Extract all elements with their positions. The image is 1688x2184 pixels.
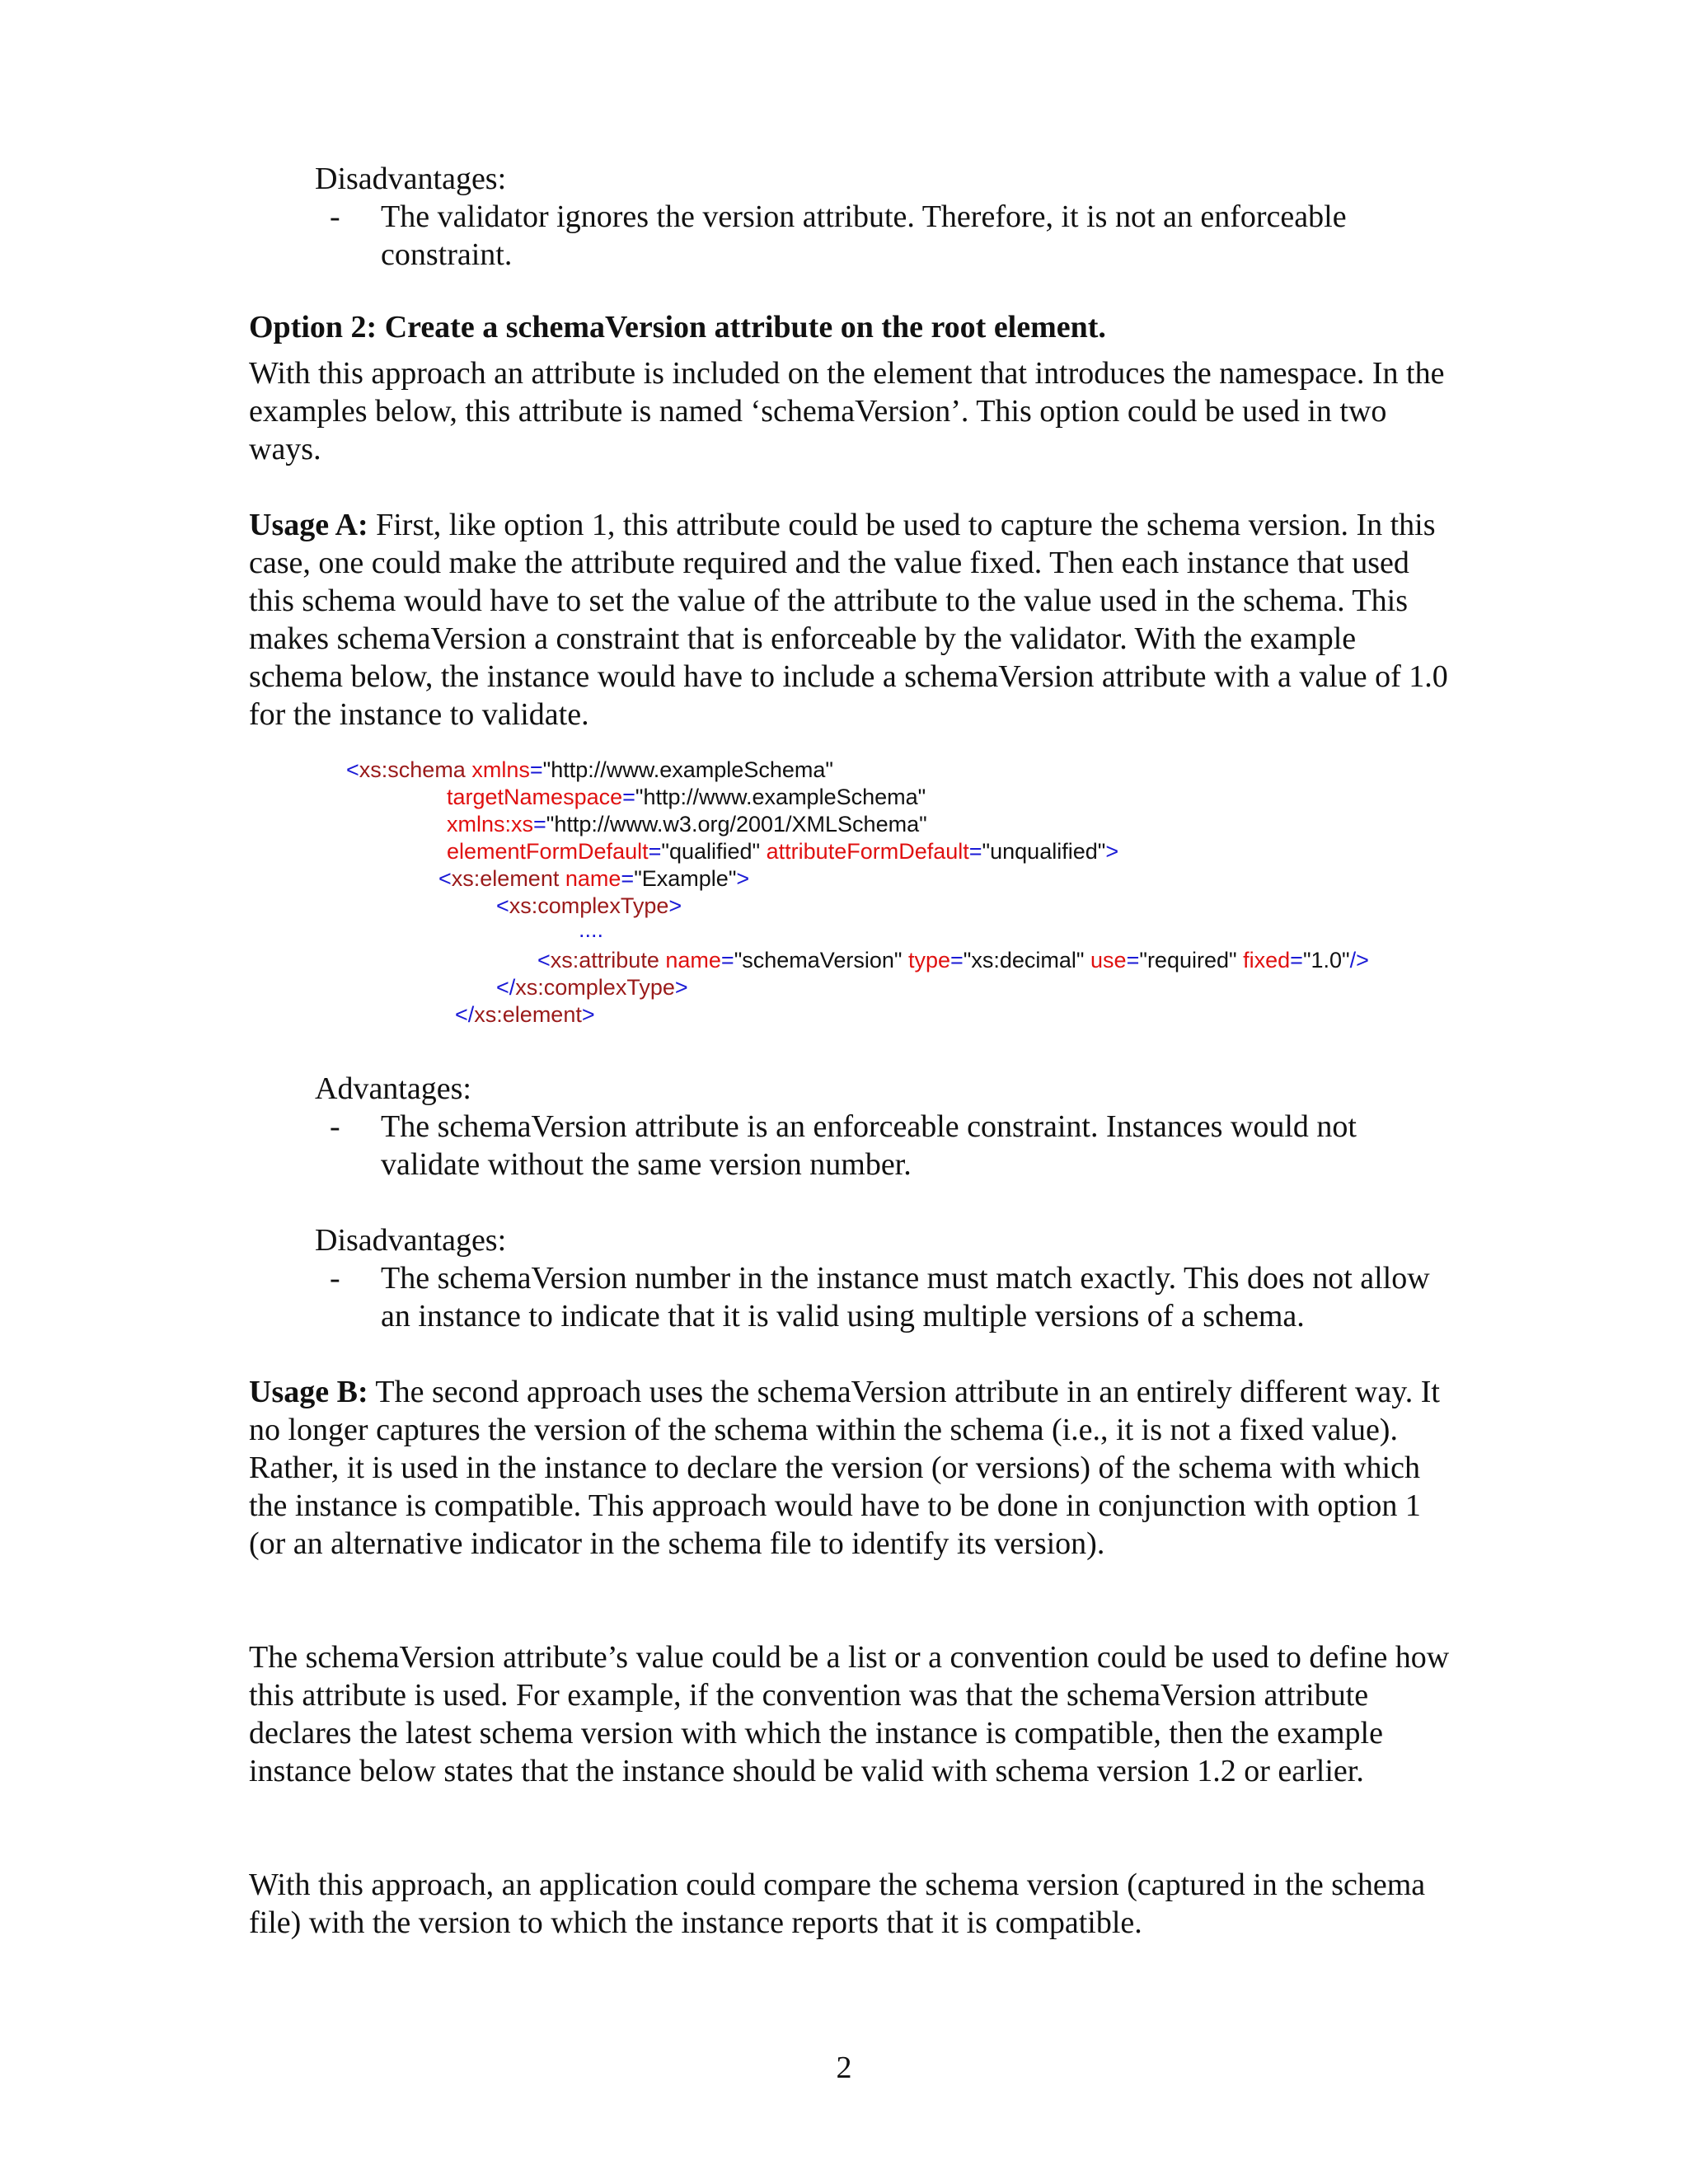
- code-equals: =: [1290, 948, 1303, 972]
- usage-b-text: The second approach uses the schemaVersion attribute in an entirely different way. It no longer captures the version of the schema within the schema (i.e., it is not a fixed value). Rather, it is used in the instance to declare the version (or versions) of the schema with which the instance is compatible. This approach would have to be done in conjunction with option 1 (or an alternative indicator in the schema file to identify its version).: [249, 1375, 1440, 1561]
- usage-a-paragraph: [249, 506, 1452, 733]
- code-equals: =: [622, 785, 635, 809]
- code-line-2: [447, 784, 926, 811]
- code-equals: =: [529, 757, 543, 782]
- code-line-7-ellipsis: ....: [579, 917, 604, 942]
- code-line-5: [438, 865, 749, 893]
- list-convention-paragraph: The schemaVersion attribute’s value could be a list or a convention could be used to define how this attribute is used. For example, if the convention was that the schemaVersion attribute declares the latest schema version with which the instance is compatible, then the example instance below states that the instance should be valid with schema version 1.2 or earlier.: [249, 1640, 1450, 1788]
- disadvantages-item-1: The validator ignores the version attribute. Therefore, it is not an enforceable constraint.: [381, 199, 1347, 272]
- code-tag-close: >: [736, 866, 750, 891]
- code-tag-open: <: [438, 866, 452, 891]
- usage-b-paragraph: [249, 1373, 1452, 1563]
- code-tag-close: >: [1105, 839, 1119, 864]
- code-attr-value: "http://www.exampleSchema": [542, 757, 833, 782]
- code-attr-value: "http://www.exampleSchema": [635, 785, 926, 809]
- code-tag-close: >: [674, 975, 688, 1000]
- code-tag-open: </: [496, 975, 516, 1000]
- code-element-name: xs:complexType: [515, 975, 675, 1000]
- code-attr-name: xmlns:xs: [447, 812, 534, 837]
- code-tag-open: <: [537, 948, 551, 972]
- disadvantages-label-2: Disadvantages:: [315, 1223, 507, 1258]
- code-attr-name: elementFormDefault: [447, 839, 649, 864]
- code-tag-close: >: [581, 1002, 595, 1027]
- code-attr-name: name: [565, 866, 621, 891]
- option2-intro: With this approach an attribute is included on the element that introduces the namespace. In the examples below, this attribute is named ‘schemaVersion’. This option could be used in two ways.: [249, 356, 1445, 466]
- option2-heading: Option 2: Create a schemaVersion attribute on the root element.: [249, 310, 1106, 344]
- code-tag-close: />: [1349, 948, 1369, 972]
- page-number: 2: [836, 2050, 852, 2085]
- code-attr-name: fixed: [1243, 948, 1291, 972]
- code-attr-value: "xs:decimal": [963, 948, 1085, 972]
- code-tag-open: </: [455, 1002, 475, 1027]
- code-element-name: xs:element: [474, 1002, 582, 1027]
- code-attr-name: targetNamespace: [447, 785, 623, 809]
- code-attr-value: "Example": [634, 866, 737, 891]
- code-tag-close: >: [668, 893, 682, 918]
- code-attr-value: "qualified": [661, 839, 761, 864]
- code-equals: =: [648, 839, 662, 864]
- code-attr-name: type: [907, 948, 951, 972]
- bullet-dash: -: [330, 1261, 340, 1296]
- code-attr-name: xmlns: [471, 757, 530, 782]
- code-equals: =: [621, 866, 635, 891]
- disadvantages-item-2: The schemaVersion number in the instance must match exactly. This does not allow an instance to indicate that it is valid using multiple versions of a schema.: [381, 1261, 1430, 1333]
- disadvantages-label-1: Disadvantages:: [315, 162, 507, 196]
- code-attr-value: "unqualified": [982, 839, 1106, 864]
- usage-a-text: First, like option 1, this attribute could be used to capture the schema version. In this case, one could make the attribute required and the value fixed. Then each instance that used this schema would have to set the value of the attribute to the value used in the schema. This makes schemaVersion a constraint that is enforceable by the validator. With the example schema below, the instance would have to include a schemaVersion attribute with a value of 1.0 for the instance to validate.: [249, 508, 1448, 732]
- code-equals: =: [968, 839, 982, 864]
- bullet-dash: -: [330, 1109, 340, 1144]
- code-element-name: xs:schema: [359, 757, 466, 782]
- code-attr-name: attributeFormDefault: [766, 839, 969, 864]
- code-attr-value: "schemaVersion": [734, 948, 903, 972]
- code-attr-value: "required": [1139, 948, 1237, 972]
- code-equals: =: [1126, 948, 1140, 972]
- code-equals: =: [950, 948, 964, 972]
- compare-paragraph: With this approach, an application could compare the schema version (captured in the schema file) with the version to which the instance reports that it is compatible.: [249, 1868, 1426, 1940]
- code-line-9: [496, 974, 688, 1001]
- code-tag-open: <: [346, 757, 359, 782]
- code-attr-name: name: [665, 948, 721, 972]
- code-element-name: xs:attribute: [550, 948, 659, 972]
- code-element-name: xs:complexType: [509, 893, 669, 918]
- code-equals: =: [533, 812, 546, 837]
- advantages-item: The schemaVersion attribute is an enforceable constraint. Instances would not validate without the same version number.: [381, 1109, 1357, 1182]
- code-line-8: [537, 947, 1369, 974]
- schema-code-sample: [346, 757, 1369, 1083]
- usage-b-label: Usage B:: [249, 1375, 368, 1409]
- code-attr-name: use: [1090, 948, 1127, 972]
- code-attr-value: "1.0": [1302, 948, 1350, 972]
- code-line-3: [447, 811, 927, 838]
- code-line-1: [346, 757, 833, 784]
- advantages-label: Advantages:: [315, 1071, 471, 1106]
- code-line-10: [455, 1001, 595, 1029]
- bullet-dash: -: [330, 199, 340, 234]
- code-equals: =: [720, 948, 734, 972]
- code-attr-value: "http://www.w3.org/2001/XMLSchema": [546, 812, 927, 837]
- code-tag-open: <: [496, 893, 509, 918]
- code-line-4: [447, 838, 1118, 865]
- code-element-name: xs:element: [451, 866, 560, 891]
- usage-a-label: Usage A:: [249, 508, 368, 542]
